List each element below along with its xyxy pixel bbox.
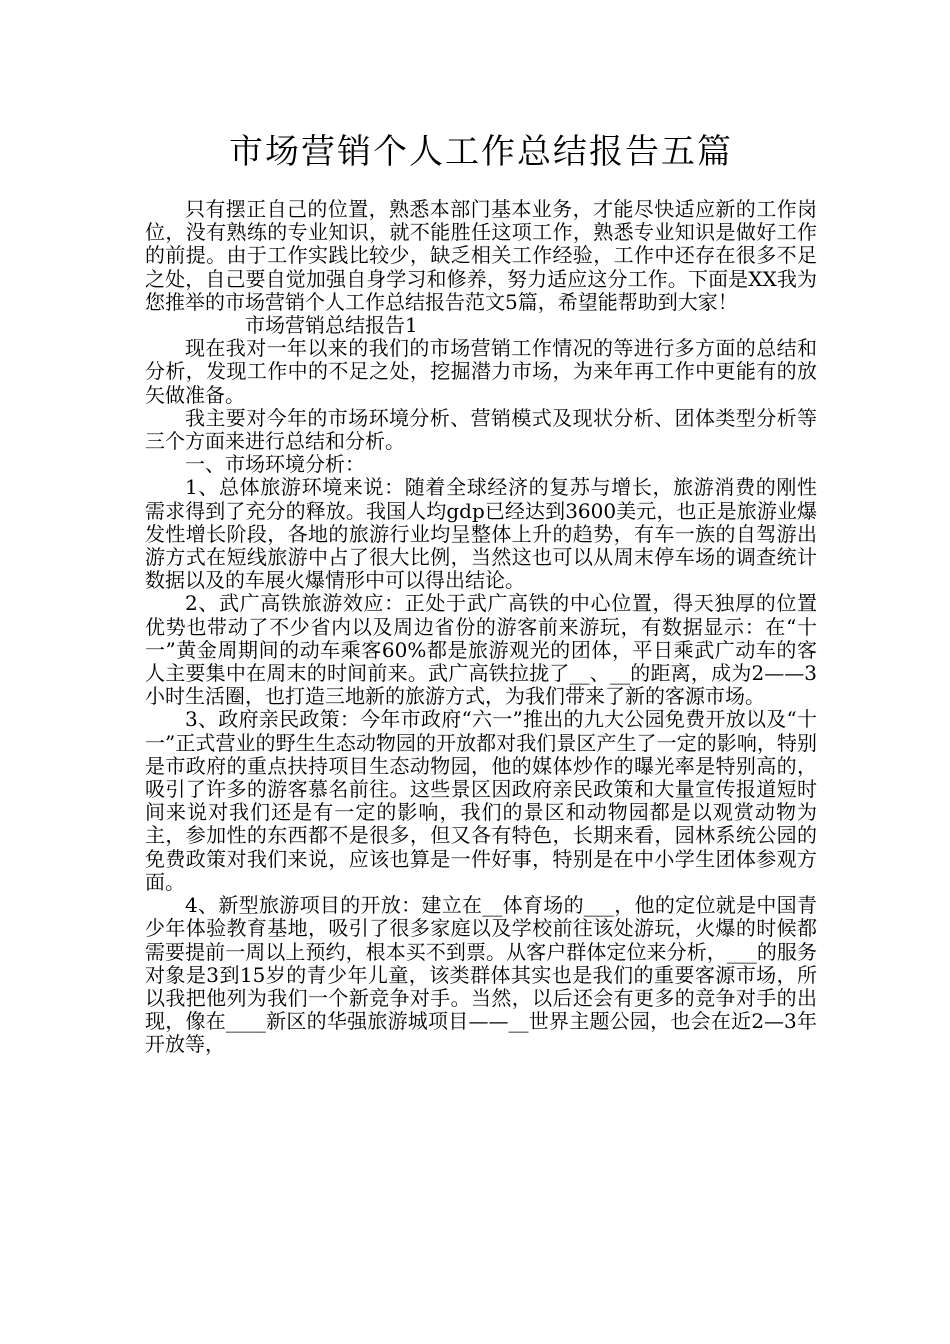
body-paragraph: 1、总体旅游环境来说：随着全球经济的复苏与增长，旅游消费的刚性需求得到了充分的释放。我国人均gdp已经达到3600美元，也正是旅游业爆发性增长阶段，各地的旅游行业均呈整体上升的趋势，有车一族的自驾游出游方式在短线旅游中占了很大比例，当然这也可以从周末停车场的调查统计数据以及的车展火爆情形中可以得出结论。 [145,475,817,593]
body-paragraph: 现在我对一年以来的我们的市场营销工作情况的等进行多方面的总结和分析，发现工作中的不足之处，挖掘潜力市场，为来年再工作中更能有的放矢做准备。 [145,336,817,407]
body-paragraph: 我主要对今年的市场环境分析、营销模式及现状分析、团体类型分析等三个方面来进行总结和分析。 [145,405,817,454]
body-paragraph: 4、新型旅游项目的开放：建立在__体育场的___，他的定位就是中国青少年体验教育基地，吸引了很多家庭以及学校前往该处游玩，火爆的时候都需要提前一周以上预约，根本买不到票。从客户群体定位来分析，___的服务对象是3到15岁的青少年儿童，该类群体其实也是我们的重要客源市场，所以我把他列为我们一个新竞争对手。当然，以后还会有更多的竞争对手的出现，像在____新区的华强旅游城项目——__世界主题公园，也会在近2—3年开放等， [145,893,817,1057]
body-paragraph: 2、武广高铁旅游效应：正处于武广高铁的中心位置，得天独厚的位置优势也带动了不少省内以及周边省份的游客前来游玩，有数据显示：在“十一”黄金周期间的动车乘客60%都是旅游观光的团体，平日乘武广动车的客人主要集中在周末的时间前来。武广高铁拉拢了__、__的距离，成为2——3小时生活圈，也打造三地新的旅游方式，为我们带来了新的客源市场。 [145,591,817,709]
intro-paragraph: 只有摆正自己的位置，熟悉本部门基本业务，才能尽快适应新的工作岗位，没有熟练的专业知识，就不能胜任这项工作，熟悉专业知识是做好工作的前提。由于工作实践比较少，缺乏相关工作经验，工作中还存在很多不足之处，自己要自觉加强自身学习和修养，努力适应这分工作。下面是XX我为您推举的市场营销个人工作总结报告范文5篇，希望能帮助到大家！ [145,197,817,314]
report-subheading: 市场营销总结报告1 [245,313,418,338]
body-paragraph: 3、政府亲民政策：今年市政府“六一”推出的九大公园免费开放以及“十一”正式营业的野生生态动物园的开放都对我们景区产生了一定的影响，特别是市政府的重点扶持项目生态动物园，他的媒体炒作的曝光率是特别高的，吸引了许多的游客慕名前往。这些景区因政府亲民政策和大量宣传报道短时间来说对我们还是有一定的影响，我们的景区和动物园都是以观赏动物为主，参加性的东西都不是很多，但又各有特色，长期来看，园林系统公园的免费政策对我们来说，应该也算是一件好事，特别是在中小学生团体参观方面。 [145,707,817,894]
document-title: 市场营销个人工作总结报告五篇 [229,132,733,172]
document-body [145,198,817,1057]
document-page [145,0,817,1057]
section-heading: 一、市场环境分析： [185,452,365,477]
